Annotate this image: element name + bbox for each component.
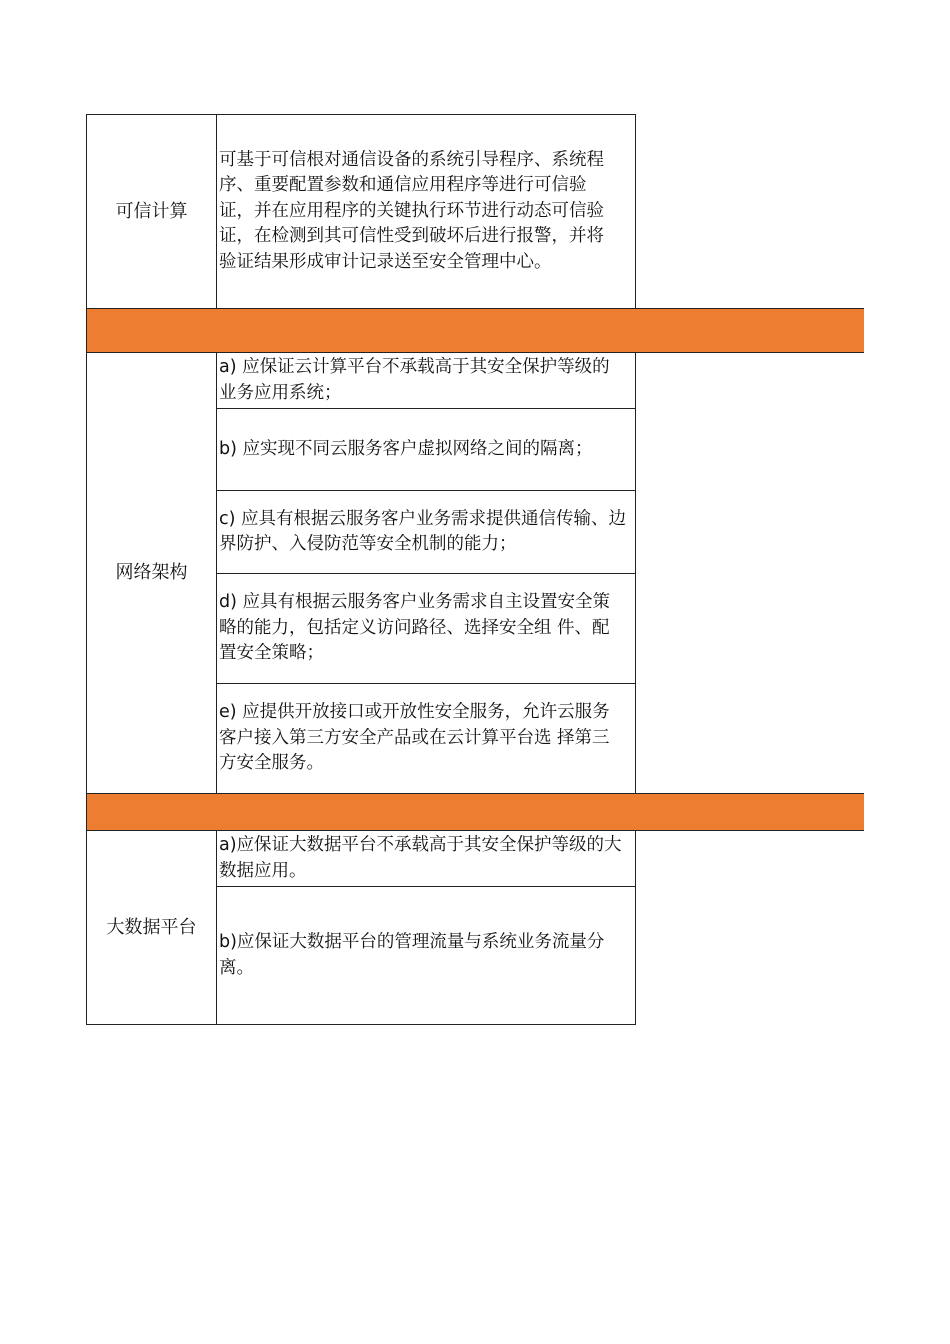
category-label: 大数据平台 [106,916,197,938]
requirement-cell-bigdata-b [216,886,636,1025]
requirement-cell-network-c [216,490,636,574]
category-label: 可信计算 [115,200,188,222]
requirement-cell-network-e [216,683,636,794]
requirement-cell-network-b [216,408,636,491]
requirement-text: a)应保证大数据平台不承载高于其安全保护等级的大数据应用。 [219,835,622,881]
requirement-text: a) 应保证云计算平台不承载高于其安全保护等级的业务应用系统； [219,357,610,403]
requirement-text: b) 应实现不同云服务客户虚拟网络之间的隔离； [219,438,593,459]
requirement-text: b)应保证大数据平台的管理流量与系统业务流量分离。 [219,932,605,978]
requirement-cell-network-a [216,352,636,409]
section-header-band [86,793,864,831]
category-cell-trusted-computing [86,114,217,309]
requirement-text: 可基于可信根对通信设备的系统引导程序、系统程序、重要配置参数和通信应用程序等进行可信验 证，并在应用程序的关键执行环节进行动态可信验证，在检测到其可信性受到破坏后进行报警，并将 验证结果形成审计记录送至安全管理中心。 [219,149,604,272]
category-label: 网络架构 [115,562,188,584]
requirement-text: e) 应提供开放接口或开放性安全服务，允许云服务客户接入第三方安全产品或在云计算平台选 择第三方安全服务。 [219,702,610,774]
requirement-cell-trusted-computing [216,114,636,309]
section-header-band [86,308,864,353]
requirement-text: d) 应具有根据云服务客户业务需求自主设置安全策略的能力，包括定义访问路径、选择安全组 件、配置安全策略； [219,592,610,664]
category-cell-big-data-platform [86,830,217,1025]
requirement-cell-network-d [216,573,636,684]
category-cell-network-architecture [86,352,217,794]
requirement-text: c) 应具有根据云服务客户业务需求提供通信传输、边界防护、入侵防范等安全机制的能力； [219,508,627,554]
requirement-cell-bigdata-a [216,830,636,887]
